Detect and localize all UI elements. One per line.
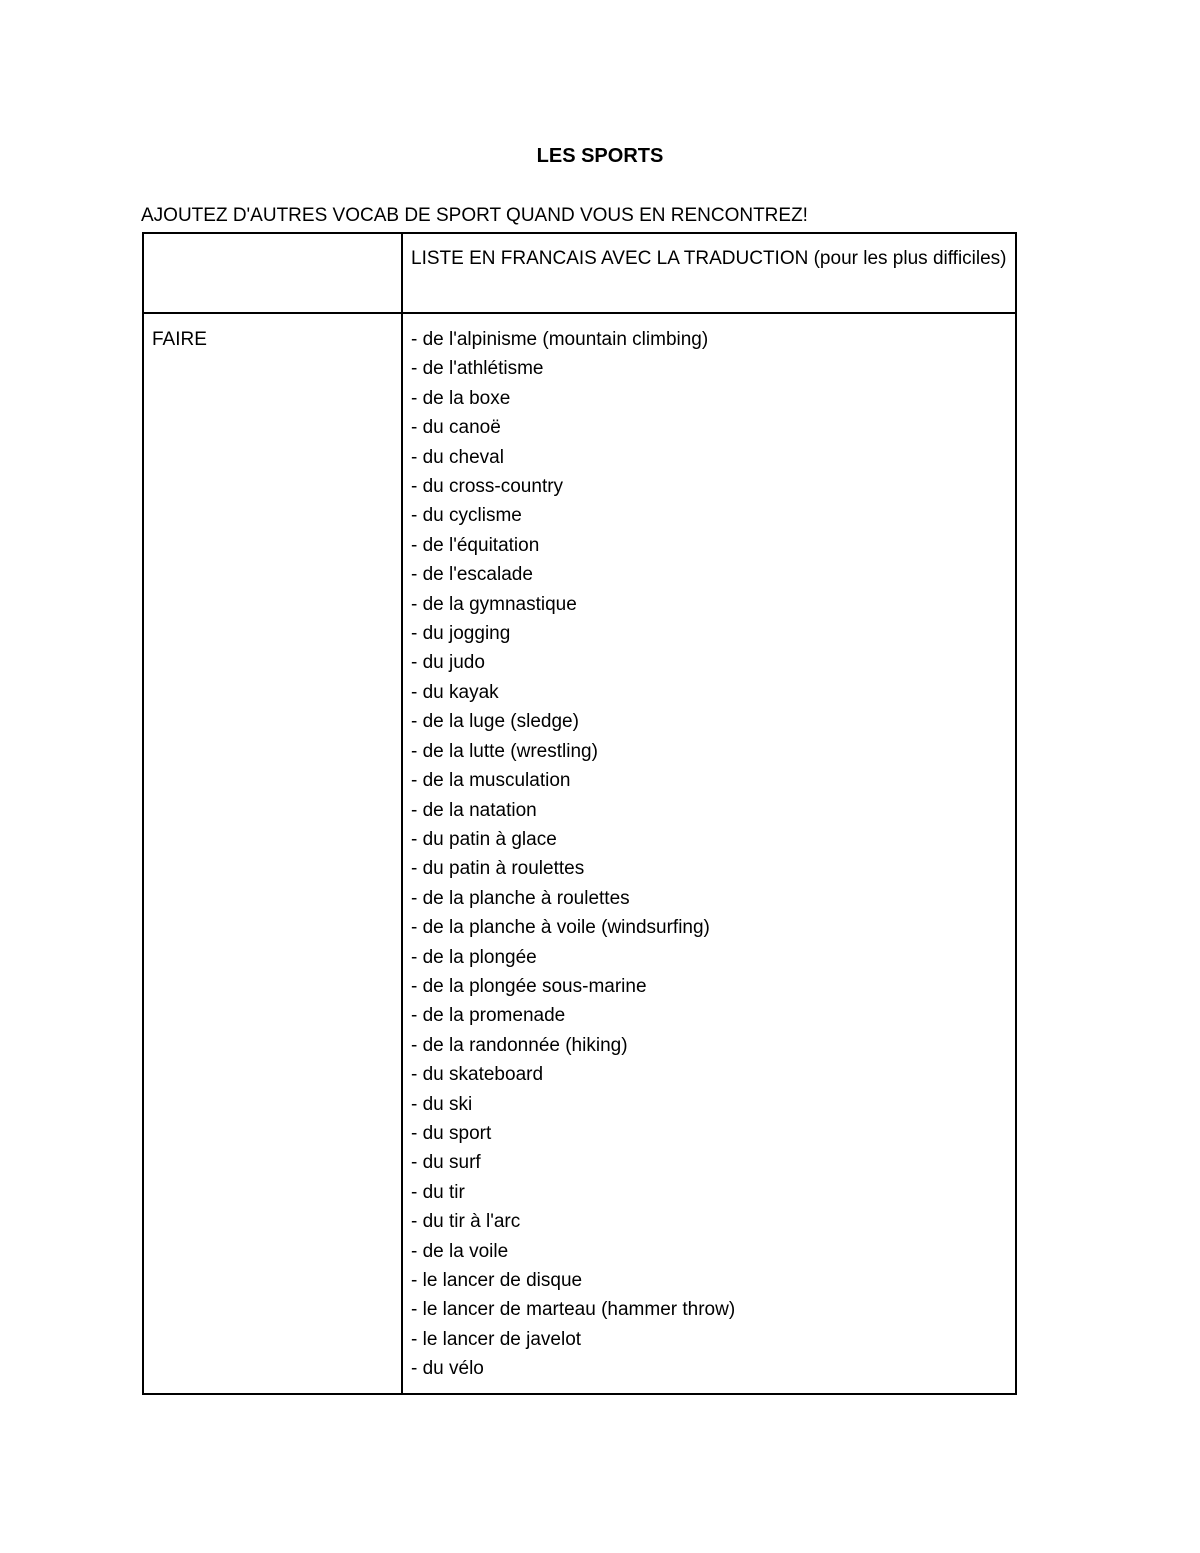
list-item: - de la luge (sledge) [411, 711, 579, 733]
list-item: - de la randonnée (hiking) [411, 1034, 628, 1056]
list-item: - du judo [411, 652, 485, 674]
list-item: - de la plongée sous-marine [411, 975, 647, 997]
list-item: - de la musculation [411, 770, 571, 792]
list-item: - de l'équitation [411, 534, 540, 556]
list-item: - du sport [411, 1122, 492, 1144]
list-item: - de la planche à voile (windsurfing) [411, 917, 710, 939]
list-item: - de la promenade [411, 1005, 566, 1027]
list-item: - du kayak [411, 681, 499, 703]
table-header-row [143, 233, 1016, 313]
list-item: - le lancer de javelot [411, 1328, 582, 1350]
list-item: - du canoë [411, 417, 501, 439]
instruction-text: AJOUTEZ D'AUTRES VOCAB DE SPORT QUAND VOUS EN RENCONTREZ! [141, 205, 808, 226]
list-item: - du cheval [411, 446, 504, 468]
verb-cell [143, 313, 402, 1394]
list-item: - du tir [411, 1181, 465, 1203]
sport-list-cell [402, 313, 1016, 1394]
list-item: - de la lutte (wrestling) [411, 740, 598, 762]
verb-label: FAIRE [152, 329, 207, 350]
list-item: - le lancer de disque [411, 1270, 583, 1291]
vocab-table [142, 232, 1017, 1395]
list-item: - du ski [411, 1093, 473, 1115]
list-item: - du patin à roulettes [411, 858, 585, 880]
list-item: - du skateboard [411, 1064, 544, 1086]
list-item: - du tir à l'arc [411, 1211, 521, 1233]
list-item: - de l'athlétisme [411, 358, 544, 380]
list-item: - de l'escalade [411, 564, 533, 586]
list-item: - de la boxe [411, 387, 511, 409]
list-item: - le lancer de marteau (hammer throw) [411, 1299, 736, 1321]
list-item: - du cross-country [411, 476, 564, 498]
list-item: - de l'alpinisme (mountain climbing) [411, 329, 709, 350]
list-item: - du cyclisme [411, 505, 522, 527]
list-item: - de la natation [411, 799, 537, 821]
list-item: - de la planche à roulettes [411, 887, 630, 909]
page-title: LES SPORTS [536, 145, 664, 167]
header-cell-left [143, 233, 402, 313]
list-item: - de la voile [411, 1240, 509, 1262]
list-item: - du jogging [411, 623, 511, 645]
header-left-label [152, 234, 393, 244]
list-item: - de la gymnastique [411, 593, 577, 615]
list-item: - du vélo [411, 1358, 484, 1380]
sport-list [411, 314, 1007, 1384]
list-item: - du surf [411, 1152, 481, 1174]
table-row [143, 313, 1016, 1394]
header-cell-right [402, 233, 1016, 313]
list-item: - de la plongée [411, 946, 537, 968]
list-item: - du patin à glace [411, 828, 557, 850]
header-right-label: LISTE EN FRANCAIS AVEC LA TRADUCTION (pour les plus difficiles) [411, 248, 1007, 269]
